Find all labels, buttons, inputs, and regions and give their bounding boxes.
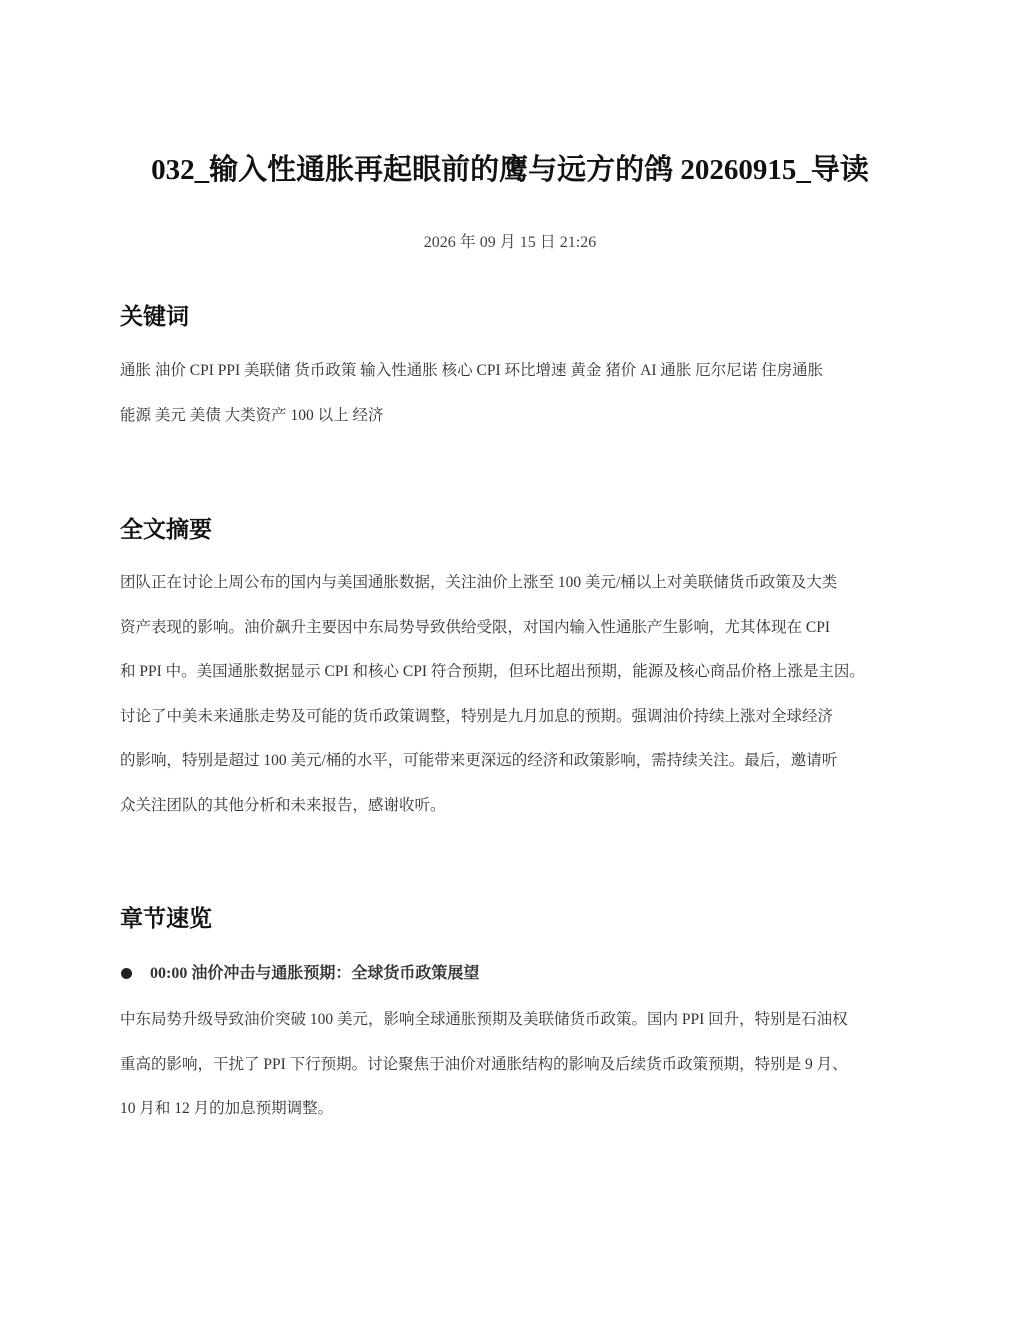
bullet-icon [121, 968, 132, 979]
summary-line: 讨论了中美未来通胀走势及可能的货币政策调整，特别是九月加息的预期。强调油价持续上涨对全球经济 [120, 707, 834, 725]
keywords-list [120, 349, 910, 438]
chapter-line: 中东局势升级导致油价突破 100 美元，影响全球通胀预期及美联储货币政策。国内 PPI 回升，特别是石油权 [120, 1011, 848, 1028]
chapter-title: 00:00 油价冲击与通胀预期：全球货币政策展望 [150, 965, 480, 982]
keywords-heading: 关键词 [120, 304, 189, 330]
keywords-line: 通胀 油价 CPI PPI 美联储 货币政策 输入性通胀 核心 CPI 环比增速 黄金 猪价 AI 通胀 厄尔尼诺 住房通胀 [120, 362, 824, 379]
chapter-description [120, 998, 910, 1132]
summary-heading: 全文摘要 [120, 517, 212, 543]
chapters-heading: 章节速览 [120, 906, 212, 932]
chapter-item [120, 960, 910, 988]
summary-line: 的影响，特别是超过 100 美元/桶的水平，可能带来更深远的经济和政策影响，需持续关注。最后，邀请听 [120, 752, 838, 769]
document-title: 032_输入性通胀再起眼前的鹰与远方的鸽 20260915_导读 [151, 154, 869, 186]
document-date: 2026 年 09 月 15 日 21:26 [423, 234, 597, 251]
summary-line: 团队正在讨论上周公布的国内与美国通胀数据，关注油价上涨至 100 美元/桶以上对美联储货币政策及大类 [120, 574, 838, 591]
summary-line: 众关注团队的其他分析和未来报告，感谢收听。 [120, 796, 446, 814]
chapter-line: 重高的影响，干扰了 PPI 下行预期。讨论聚焦于油价对通胀结构的影响及后续货币政策预期，特别是 9 月、 [120, 1055, 848, 1073]
chapter-line: 10 月和 12 月的加息预期调整。 [120, 1100, 334, 1117]
keywords-line: 能源 美元 美债 大类资产 100 以上 经济 [120, 406, 384, 424]
summary-line: 和 PPI 中。美国通胀数据显示 CPI 和核心 CPI 符合预期，但环比超出预期，能源及核心商品价格上涨是主因。 [120, 663, 865, 680]
summary-line: 资产表现的影响。油价飙升主要因中东局势导致供给受限，对国内输入性通胀产生影响，尤其体现在 CPI [120, 618, 830, 636]
summary-paragraph [120, 561, 910, 828]
